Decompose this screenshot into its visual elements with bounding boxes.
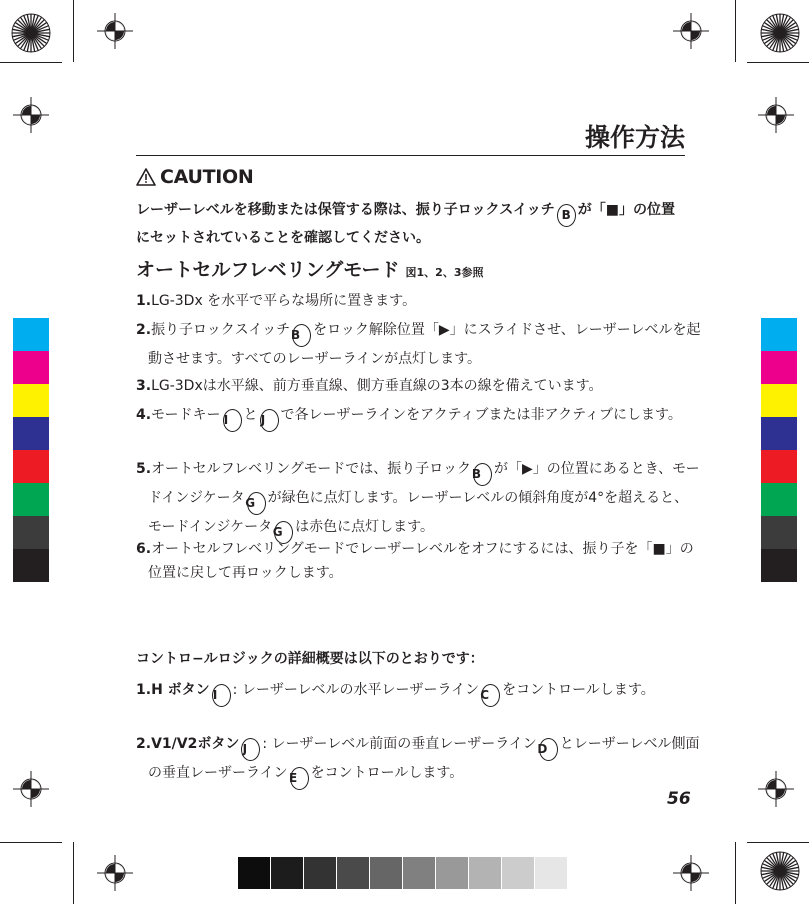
item-number: 1. — [136, 293, 152, 309]
color-swatch — [13, 483, 49, 516]
color-swatch — [761, 318, 797, 351]
gray-swatch — [502, 857, 534, 889]
list-item — [136, 732, 701, 790]
button-label-h: H ボタン — [151, 682, 210, 698]
badge-c: C — [481, 684, 500, 707]
registration-mark-left-upper — [13, 97, 49, 133]
color-swatch — [13, 516, 49, 549]
item-text: をコントロールします。 — [502, 682, 655, 698]
list-item — [136, 318, 701, 371]
color-swatch — [13, 351, 49, 384]
control-logic-heading: コントロ−ルロジックの詳細概要は以下のとおりです： — [136, 651, 484, 667]
starburst-mark-top-right — [760, 13, 800, 53]
item-text: は赤色に点灯します。 — [295, 519, 435, 535]
page-number: 56 — [667, 789, 691, 809]
gray-swatch — [238, 857, 270, 889]
registration-mark-left-lower — [13, 771, 49, 807]
registration-mark-top-left — [97, 13, 133, 49]
item-text: をコントロールします。 — [310, 765, 464, 781]
trim-mark-top-left-v — [73, 0, 74, 62]
item-number: 2. — [136, 736, 152, 752]
item-text: : レーザーレベルの水平レーザーライン — [232, 682, 480, 698]
badge-j: J — [241, 738, 260, 761]
gray-swatch — [370, 857, 402, 889]
color-swatch — [761, 516, 797, 549]
item-number: 4. — [136, 407, 152, 423]
trim-mark-bottom-left-v — [73, 842, 74, 904]
list-item — [136, 403, 701, 432]
color-swatch — [761, 351, 797, 384]
color-swatch — [761, 483, 797, 516]
item-number: 2. — [136, 322, 152, 338]
gray-swatch — [403, 857, 435, 889]
section-heading-text: オートセルフレベリングモード — [136, 259, 400, 281]
color-swatch — [13, 417, 49, 450]
registration-mark-bottom-left — [97, 855, 133, 891]
item-text: LG-3Dx を水平で平らな場所に置きます。 — [151, 293, 417, 309]
badge-e: E — [290, 767, 309, 790]
badge-g: G — [247, 492, 266, 515]
badge-i: I — [212, 684, 231, 707]
color-swatch — [761, 450, 797, 483]
item-text: 振り子ロックスイッチ — [151, 322, 291, 338]
item-text: モードキー — [151, 407, 221, 423]
starburst-mark-bottom-right — [760, 851, 800, 891]
item-text: と — [243, 407, 258, 423]
item-text: LG-3Dxは水平線、前方垂直線、側方垂直線の3本の線を備えています。 — [151, 378, 603, 394]
trim-mark-bottom-right-h — [747, 842, 809, 843]
color-swatch — [761, 549, 797, 582]
badge-j: J — [260, 409, 279, 432]
gray-swatch — [436, 857, 468, 889]
item-text: で各レーザーラインをアクティブまたは非アクティブにします。 — [280, 407, 682, 423]
list-item — [136, 374, 689, 398]
item-text: オートセルフレベリングモードでは、振り子ロック — [151, 461, 471, 477]
caution-text-mid: が「■」の位置にセットされていることを確認してください。 — [136, 202, 675, 246]
trim-mark-top-right-v — [735, 0, 736, 62]
badge-g: G — [274, 521, 293, 544]
registration-mark-right-upper — [758, 97, 794, 133]
list-item — [136, 289, 689, 313]
title-rule — [136, 155, 685, 156]
color-swatch — [13, 318, 49, 351]
badge-i: I — [223, 409, 242, 432]
color-swatch — [761, 417, 797, 450]
section-heading-auto-leveling — [136, 255, 484, 282]
trim-mark-bottom-right-v — [735, 842, 736, 904]
color-swatch — [13, 450, 49, 483]
gray-swatch — [304, 857, 336, 889]
button-label-v1v2: V1/V2ボタン — [151, 736, 240, 752]
list-item — [136, 678, 701, 707]
item-text: が「▶」の位置にあるとき、モードインジケータ — [148, 461, 700, 506]
list-item — [136, 537, 701, 585]
gray-swatch — [535, 857, 567, 889]
starburst-mark-top-left — [11, 13, 51, 53]
caution-text-pre: レーザーレベルを移動または保管する際は、振り子ロックスイッチ — [136, 202, 555, 218]
badge-b: B — [473, 463, 492, 486]
item-text: オートセルフレベリングモードでレーザーレベルをオフにするには、振り子を「■」の位置に戻して再ロックします。 — [148, 541, 694, 581]
badge-d: D — [539, 738, 558, 761]
caution-heading — [136, 166, 253, 188]
badge-b: B — [557, 204, 576, 227]
gray-swatch — [271, 857, 303, 889]
item-number: 6. — [136, 541, 152, 557]
item-text: をロック解除位置「▶」にスライドさせ、レーザーレベルを起動させます。すべてのレーザーラインが点灯します。 — [148, 322, 701, 367]
caution-label: CAUTION — [160, 166, 254, 188]
registration-mark-bottom-right — [673, 855, 709, 891]
item-number: 1. — [136, 682, 152, 698]
gray-swatch — [469, 857, 501, 889]
item-number: 3. — [136, 378, 152, 394]
registration-mark-top-right — [673, 13, 709, 49]
color-swatch — [13, 549, 49, 582]
gray-swatch — [337, 857, 369, 889]
page-title: 操作方法 — [584, 123, 685, 152]
registration-mark-right-lower — [758, 771, 794, 807]
trim-mark-top-right-h — [747, 62, 809, 63]
trim-mark-top-left-h — [0, 62, 62, 63]
item-text: : レーザーレベル前面の垂直レーザーライン — [262, 736, 537, 752]
warning-triangle-icon — [136, 168, 156, 186]
item-text: が緑色に点灯します。レーザーレベルの傾斜角度が4°を超えると、モードインジケータ — [148, 490, 689, 535]
list-item — [136, 457, 701, 544]
trim-mark-bottom-left-h — [0, 842, 62, 843]
item-number: 5. — [136, 461, 152, 477]
color-swatch — [761, 384, 797, 417]
color-swatch — [13, 384, 49, 417]
badge-b: B — [292, 324, 311, 347]
caution-text — [136, 199, 688, 250]
item-text: とレーザーレベル側面の垂直レーザーライン — [148, 736, 700, 781]
figure-reference: 図1、2、3参照 — [405, 266, 484, 279]
